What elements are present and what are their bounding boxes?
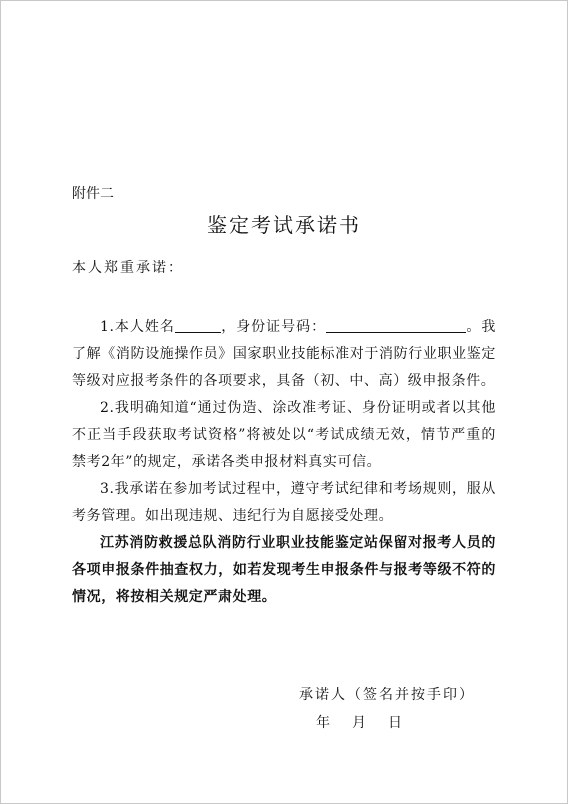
bold-notice: 江苏消防救援总队消防行业职业技能鉴定站保留对报考人员的各项申报条件抽查权力，如若发现考生申报条件与报考等级不符的情况，将按相关规定严肃处理。 (72, 535, 496, 605)
paragraph-2: 2.我明确知道“通过伪造、涂改准考证、身份证明或者以其他不正当手段获取考试资格”将被处以“考试成绩无效，情节严重的禁考2年”的规定，承诺各类申报材料真实可信。 (72, 400, 496, 470)
date-year: 年 (316, 715, 330, 731)
para1-prefix: 1.本人姓名 (100, 319, 175, 335)
signature-date (316, 713, 402, 733)
greeting: 本人郑重承诺： (72, 260, 184, 276)
document-title: 鉴定考试承诺书 (207, 213, 361, 237)
name-blank[interactable] (175, 318, 221, 333)
para1-suffix: 。我了解《消防设施操作员》国家职业技能标准对于消防行业职业鉴定等级对应报考条件的各项要求，具备（初、中、高）级申报条件。 (72, 319, 496, 389)
id-number-blank[interactable] (326, 318, 466, 333)
promiser-signature-label: 承诺人（签名并按手印） (299, 687, 475, 703)
paragraph-3: 3.我承诺在参加考试过程中，遵守考试纪律和考场规则，服从考务管理。如出现违规、违纪行为自愿接受处理。 (72, 481, 496, 524)
document-body (72, 314, 496, 611)
date-month: 月 (352, 715, 366, 731)
paragraph-1 (72, 314, 496, 395)
para1-id-label: ，身份证号码： (220, 319, 327, 335)
date-day: 日 (388, 715, 402, 731)
annex-label: 附件二 (72, 186, 114, 202)
